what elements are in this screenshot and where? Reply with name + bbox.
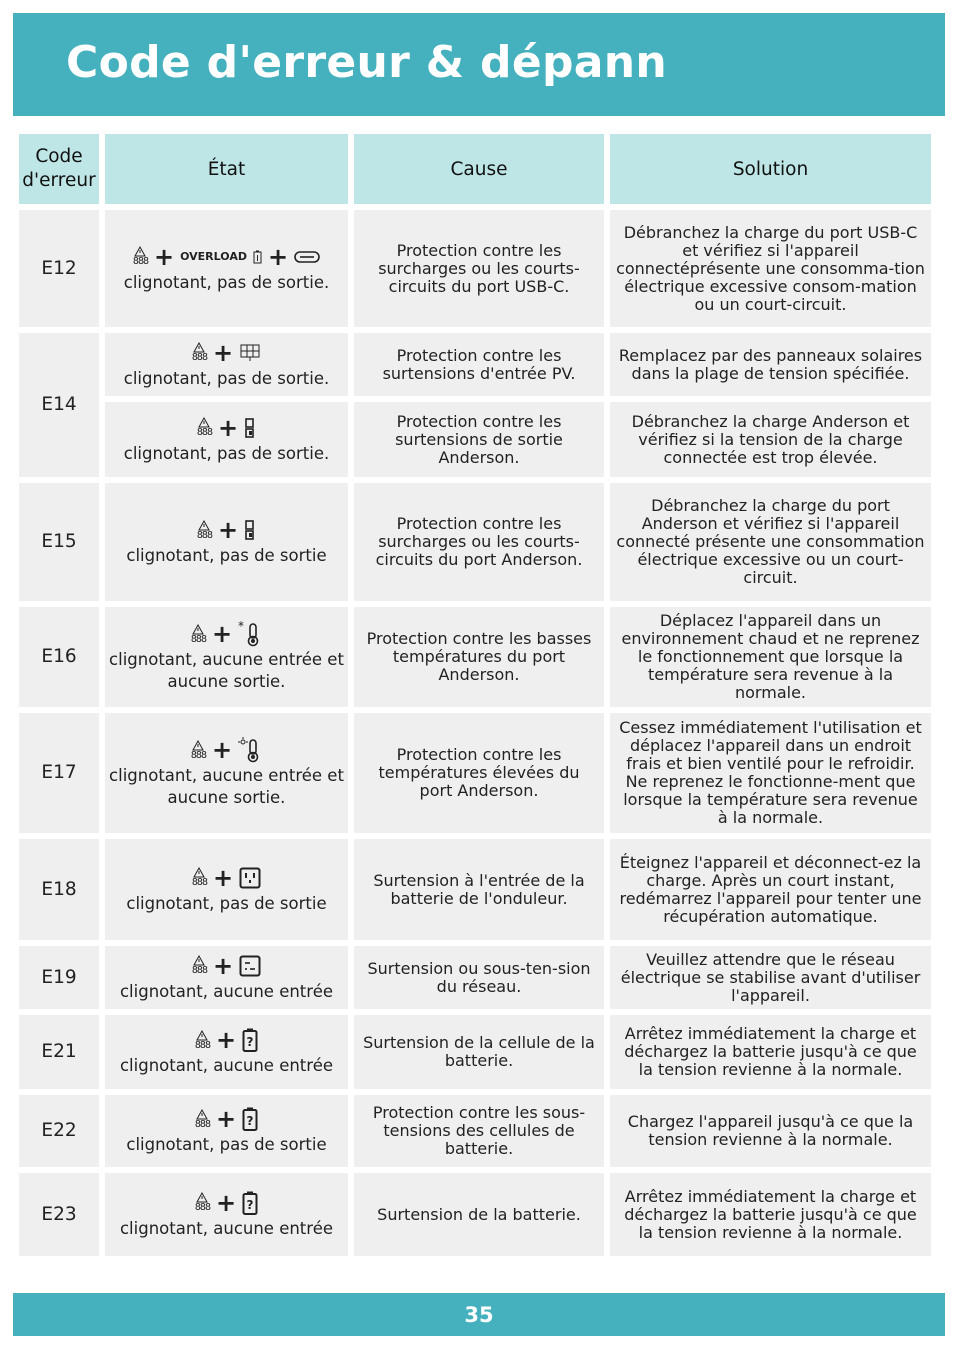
table-row xyxy=(19,839,931,940)
solution-text: Débranchez la charge du port Anderson et vérifiez si l'appareil connecté présente une consommation électrique excessive ou un court-circuit. xyxy=(610,483,931,601)
anderson-port-icon xyxy=(244,520,256,540)
status-icons xyxy=(109,1027,344,1053)
cause-text: Surtension ou sous-ten-sion du réseau. xyxy=(354,946,604,1009)
error-code: E19 xyxy=(19,946,99,1009)
header-state: État xyxy=(105,134,348,204)
state-text: clignotant, aucune entrée xyxy=(119,981,334,1001)
plus-icon: + xyxy=(211,736,233,764)
warning-triangle-icon: 888 xyxy=(195,1109,210,1130)
cause-text: Surtension de la batterie. xyxy=(354,1173,604,1256)
cause-text: Protection contre les surtensions de sortie Anderson. xyxy=(354,402,604,477)
error-code: E21 xyxy=(19,1015,99,1089)
state-text: clignotant, aucune entrée xyxy=(119,1056,334,1075)
error-code: E16 xyxy=(19,607,99,707)
state-text: clignotant, pas de sortie xyxy=(126,893,327,913)
table-row xyxy=(19,607,931,707)
status-icons xyxy=(109,244,344,270)
cold-thermometer-icon xyxy=(238,621,262,647)
status-icons xyxy=(109,415,344,441)
cause-text: Protection contre les surcharges ou les courts-circuits du port USB-C. xyxy=(354,210,604,327)
plus-icon: + xyxy=(215,1026,237,1054)
state-cell xyxy=(105,1015,348,1089)
table-row xyxy=(19,713,931,833)
state-text: clignotant, pas de sortie. xyxy=(123,368,330,388)
status-icons xyxy=(109,517,344,543)
table-row xyxy=(19,1095,931,1167)
status-icons xyxy=(109,621,344,647)
state-cell xyxy=(105,333,348,396)
error-code: E23 xyxy=(19,1173,99,1256)
error-code: E17 xyxy=(19,713,99,833)
error-code: E14 xyxy=(19,333,99,477)
state-cell xyxy=(105,607,348,707)
status-icons xyxy=(109,340,344,366)
solution-text: Veuillez attendre que le réseau électrique se stabilise avant d'utiliser l'appareil. xyxy=(610,946,931,1009)
table-row xyxy=(19,1173,931,1256)
state-cell xyxy=(105,402,348,477)
header-cause: Cause xyxy=(354,134,604,204)
status-icons xyxy=(109,1106,344,1132)
solution-text: Remplacez par des panneaux solaires dans la plage de tension spécifiée. xyxy=(610,333,931,396)
state-text: clignotant, aucune entrée et aucune sortie. xyxy=(109,650,344,691)
solar-panel-icon xyxy=(239,344,261,362)
warning-triangle-icon: 888 xyxy=(192,342,207,363)
header-solution: Solution xyxy=(610,134,931,204)
solution-text: Arrêtez immédiatement la charge et déchargez la batterie jusqu'à ce que la tension revienne à la normale. xyxy=(610,1173,931,1256)
warning-triangle-icon: 888 xyxy=(191,740,206,761)
state-cell xyxy=(105,1095,348,1167)
state-text: clignotant, pas de sortie. xyxy=(123,272,330,292)
table-row xyxy=(19,333,931,396)
state-text: clignotant, pas de sortie xyxy=(126,1135,327,1154)
plus-icon: + xyxy=(212,951,234,980)
page-title: Code d'erreur & dépann xyxy=(66,37,668,88)
header-code: Code d'erreur xyxy=(19,134,99,204)
status-icons xyxy=(109,865,344,891)
svg-text:?: ? xyxy=(246,1197,254,1212)
cause-text: Surtension à l'entrée de la batterie de l'onduleur. xyxy=(354,839,604,940)
error-code: E12 xyxy=(19,210,99,327)
solution-text: Chargez l'appareil jusqu'à ce que la tension revienne à la normale. xyxy=(610,1095,931,1167)
title-banner xyxy=(13,13,945,116)
warning-triangle-icon: 888 xyxy=(195,1192,210,1213)
solution-text: Arrêtez immédiatement la charge et déchargez la batterie jusqu'à ce que la tension revienne à la normale. xyxy=(610,1015,931,1089)
warning-triangle-icon: 888 xyxy=(197,417,212,438)
overload-label: OVERLOAD xyxy=(180,249,247,263)
usb-c-icon xyxy=(294,250,320,264)
state-text: clignotant, aucune entrée et aucune sortie. xyxy=(109,766,344,807)
table-header-row xyxy=(19,134,931,204)
state-text: clignotant, pas de sortie xyxy=(126,546,327,565)
state-text: clignotant, aucune entrée xyxy=(119,1218,334,1238)
solution-text: Cessez immédiatement l'utilisation et déplacez l'appareil dans un endroit frais et bien ventilé pour le refroidir. Ne reprenez le fonctionne-ment que lorsque la température sera revenue à la normale. xyxy=(610,713,931,833)
warning-triangle-icon: 888 xyxy=(133,246,148,267)
state-cell xyxy=(105,483,348,601)
cause-text: Protection contre les surtensions d'entrée PV. xyxy=(354,333,604,396)
battery-question-icon xyxy=(242,1191,258,1215)
state-text: clignotant, pas de sortie. xyxy=(123,443,330,463)
plus-icon: + xyxy=(215,1188,237,1217)
table-row xyxy=(19,210,931,327)
status-icons xyxy=(109,953,344,979)
state-cell xyxy=(105,1173,348,1256)
hot-thermometer-icon xyxy=(238,737,262,763)
plus-icon: + xyxy=(217,413,239,442)
table-row xyxy=(19,1015,931,1089)
plus-icon: + xyxy=(217,516,239,544)
plus-icon: + xyxy=(211,620,233,648)
error-code: E22 xyxy=(19,1095,99,1167)
cause-text: Protection contre les sous-tensions des cellules de batterie. xyxy=(354,1095,604,1167)
warning-triangle-icon: 888 xyxy=(195,1030,210,1051)
error-code-table xyxy=(13,128,937,1262)
svg-text:*: * xyxy=(238,621,245,633)
footer-bar xyxy=(13,1293,945,1336)
page-number: 35 xyxy=(464,1302,494,1327)
state-cell xyxy=(105,946,348,1009)
cause-text: Protection contre les températures élevées du port Anderson. xyxy=(354,713,604,833)
state-cell xyxy=(105,839,348,940)
warning-triangle-icon: 888 xyxy=(197,520,212,541)
grid-input-icon xyxy=(239,955,261,977)
cause-text: Protection contre les basses températures du port Anderson. xyxy=(354,607,604,707)
anderson-port-icon xyxy=(244,418,256,438)
error-code: E15 xyxy=(19,483,99,601)
warning-triangle-icon: 888 xyxy=(192,867,207,888)
battery-question-icon xyxy=(242,1028,258,1052)
svg-text:?: ? xyxy=(246,1114,254,1128)
table-row xyxy=(19,402,931,477)
error-code: E18 xyxy=(19,839,99,940)
cause-text: Surtension de la cellule de la batterie. xyxy=(354,1015,604,1089)
svg-text:?: ? xyxy=(246,1035,254,1049)
warning-triangle-icon: 888 xyxy=(192,955,207,976)
table-row xyxy=(19,483,931,601)
plus-icon: + xyxy=(212,863,234,892)
solution-text: Débranchez la charge du port USB-C et vérifiez si l'appareil connectéprésente une consomma-tion électrique excessive consom-mation ou un court-circuit. xyxy=(610,210,931,327)
battery-question-icon xyxy=(242,1107,258,1131)
cause-text: Protection contre les surcharges ou les courts-circuits du port Anderson. xyxy=(354,483,604,601)
plus-icon: + xyxy=(267,242,289,271)
ac-outlet-icon xyxy=(239,867,261,889)
solution-text: Déplacez l'appareil dans un environnement chaud et ne reprenez le fonctionnement que lorsque la température sera revenue à la normale. xyxy=(610,607,931,707)
table-row xyxy=(19,946,931,1009)
state-cell xyxy=(105,210,348,327)
plus-icon: + xyxy=(215,1105,237,1133)
solution-text: Éteignez l'appareil et déconnect-ez la charge. Après un court instant, redémarrez l'appareil pour tenter une récupération automatique. xyxy=(610,839,931,940)
state-cell xyxy=(105,713,348,833)
plus-icon: + xyxy=(212,338,234,367)
status-icons xyxy=(109,1190,344,1216)
battery-icon xyxy=(253,250,262,264)
solution-text: Débranchez la charge Anderson et vérifiez si la tension de la charge connectée est trop élevée. xyxy=(610,402,931,477)
status-icons xyxy=(109,737,344,763)
plus-icon: + xyxy=(153,242,175,271)
warning-triangle-icon: 888 xyxy=(191,624,206,645)
